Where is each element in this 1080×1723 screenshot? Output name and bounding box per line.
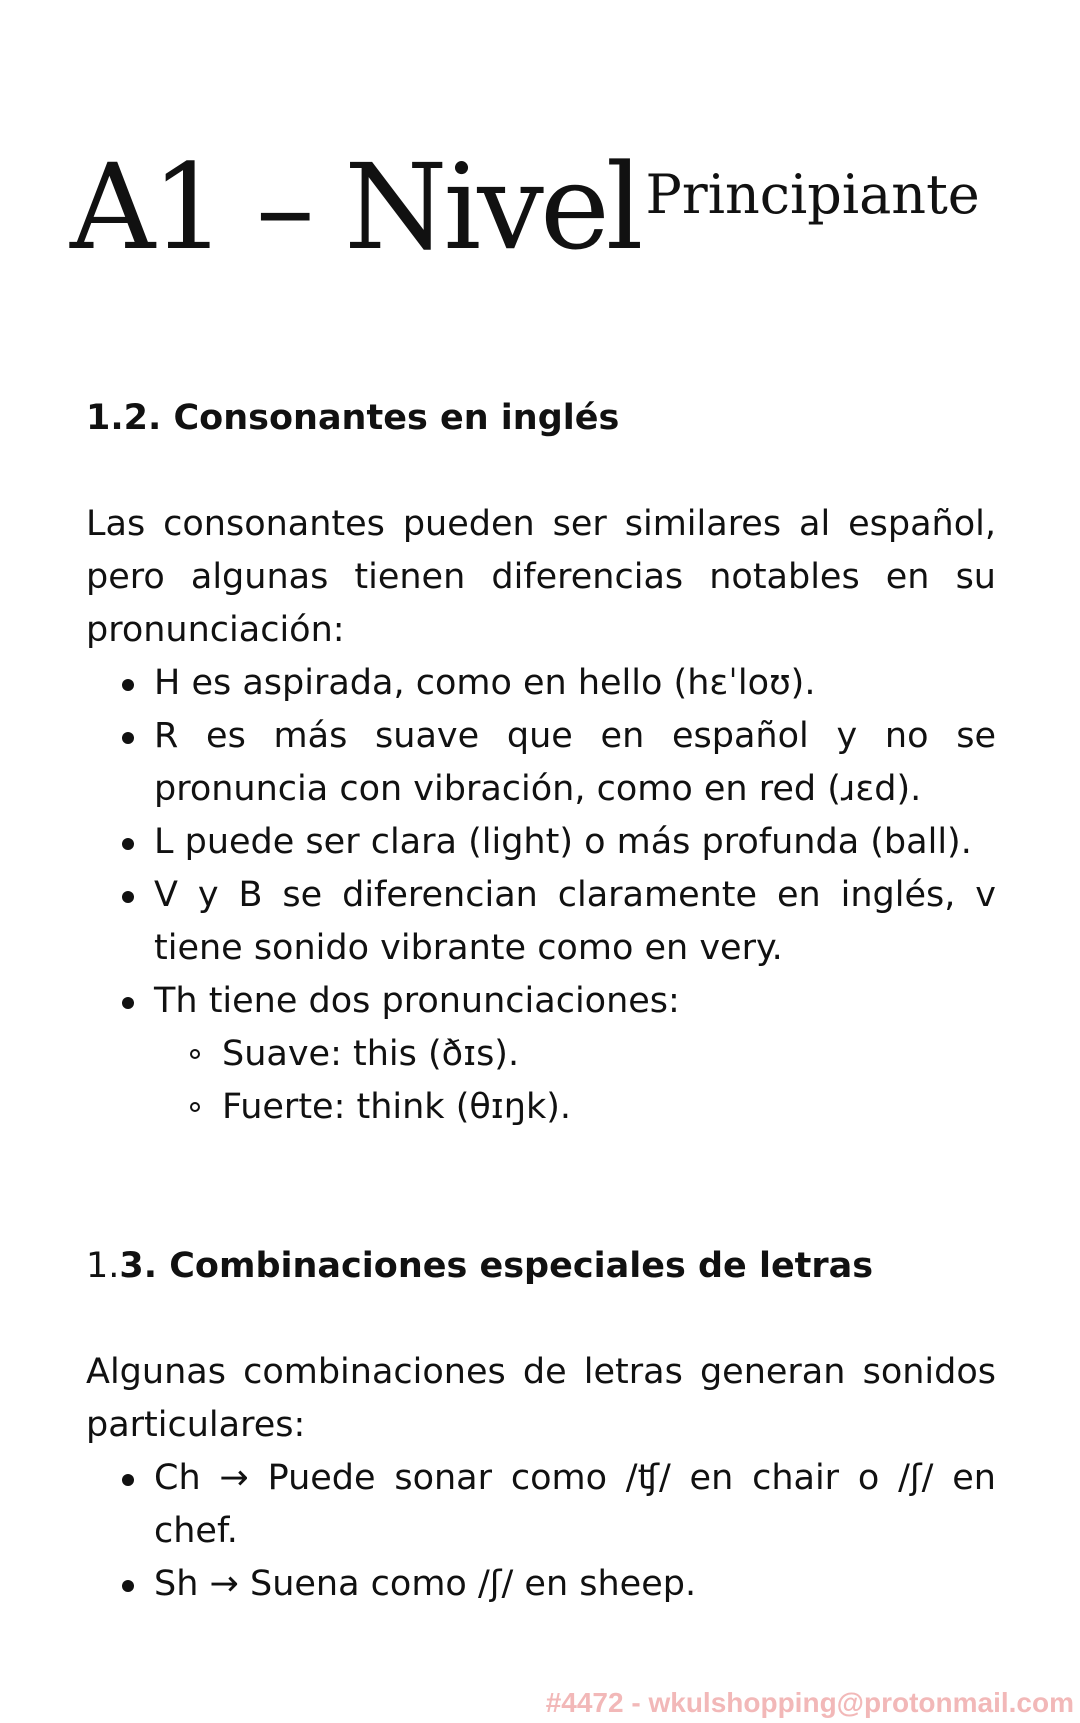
document-body (86, 392, 996, 1611)
spacer (86, 1293, 996, 1346)
page-title (70, 138, 980, 276)
section-title: 3. Combinaciones especiales de letras (119, 1246, 874, 1286)
list-item-text: L puede ser clara (light) o más profunda (ball). (154, 822, 972, 862)
spacer (86, 445, 996, 498)
bullet-icon (122, 1474, 134, 1486)
title-subtitle: Principiante (645, 163, 980, 226)
hollow-bullet-icon (190, 1049, 200, 1059)
sublist-item-text: Fuerte: think (θɪŋk). (222, 1087, 572, 1127)
list-item-text: Ch → Puede sonar como /ʧ/ en chair o /ʃ/ en chef. (154, 1458, 996, 1551)
bullet-icon (122, 679, 134, 691)
th-sublist (154, 1028, 996, 1134)
sublist-item (154, 1081, 996, 1134)
sublist-item-text: Suave: this (ðɪs). (222, 1034, 520, 1074)
list-item (86, 1558, 996, 1611)
list-item (86, 869, 996, 975)
watermark: #4472 - wkulshopping@protonmail.com (545, 1687, 1074, 1718)
sublist-item (154, 1028, 996, 1081)
bullet-icon (122, 732, 134, 744)
list-item-text: Sh → Suena como /ʃ/ en sheep. (154, 1564, 697, 1604)
combination-list (86, 1452, 996, 1611)
section-intro: Algunas combinaciones de letras generan sonidos particulares: (86, 1352, 996, 1445)
consonant-list (86, 657, 996, 1134)
section-heading-1-2 (86, 392, 996, 445)
list-item (86, 657, 996, 710)
title-main: A1 – Nivel (70, 138, 640, 276)
list-item (86, 816, 996, 869)
section-intro: Las consonantes pueden ser similares al español, pero algunas tienen diferencias notables en su pronunciación: (86, 504, 996, 650)
section-heading-1-3 (86, 1240, 996, 1293)
list-item-text: R es más suave que en español y no se pronuncia con vibración, como en red (ɹɛd). (154, 716, 996, 809)
section-number: 1. (86, 1246, 120, 1286)
bullet-icon (122, 997, 134, 1009)
section-title: Consonantes en inglés (173, 398, 620, 438)
hollow-bullet-icon (190, 1102, 200, 1112)
list-item (86, 710, 996, 816)
bullet-icon (122, 891, 134, 903)
bullet-icon (122, 1580, 134, 1592)
bullet-icon (122, 838, 134, 850)
section-number: 1.2. (86, 398, 162, 438)
list-item (86, 1452, 996, 1558)
list-item-text: V y B se diferencian claramente en inglés, v tiene sonido vibrante como en very. (154, 875, 996, 968)
spacer (86, 1134, 996, 1240)
list-item-text: H es aspirada, como en hello (hɛˈloʊ). (154, 663, 816, 703)
list-item (86, 975, 996, 1134)
list-item-text: Th tiene dos pronunciaciones: (154, 981, 680, 1021)
